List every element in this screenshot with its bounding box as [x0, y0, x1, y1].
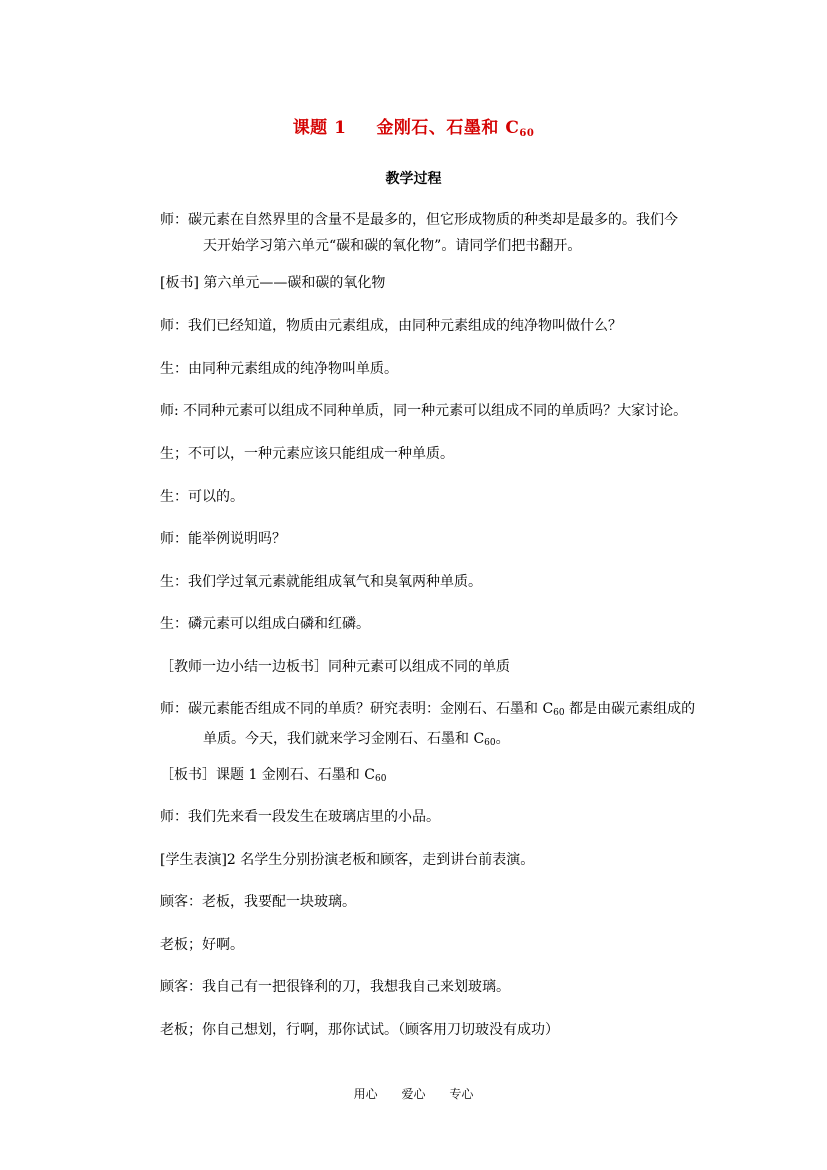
section-heading: 教学过程 [385, 171, 442, 187]
subscript: 60 [374, 774, 387, 784]
paragraph-text: 师：碳元素能否组成不同的单质？研究表明：金刚石、石墨和 C [160, 701, 554, 717]
lesson-title [0, 113, 827, 139]
paragraph-line: 天开始学习第六单元“碳和碳的氧化物”。请同学们把书翻开。 [203, 238, 582, 254]
lesson-title-main: 金刚石、石墨和 C [376, 118, 520, 138]
footer-text: 用心 [353, 1087, 378, 1101]
paragraph-dialogue: 师：我们先来看一段发生在玻璃店里的小品。 [160, 809, 440, 825]
paragraph-board-note [160, 762, 710, 792]
paragraph-dialogue: 顾客：我自己有一把很锋利的刀，我想我自己来划玻璃。 [160, 979, 510, 995]
subscript: 60 [553, 708, 565, 718]
footer-text: 专心 [449, 1087, 474, 1101]
paragraph-text: 单质。今天，我们就来学习金刚石、石墨和 C [203, 731, 485, 747]
paragraph-line [160, 726, 710, 756]
paragraph-dialogue: 生：磷元素可以组成白磷和红磷。 [160, 616, 370, 632]
paragraph-stage-direction: [学生表演]2 名学生分别扮演老板和顾客，走到讲台前表演。 [160, 852, 535, 868]
paragraph-line: 师：碳元素在自然界里的含量不是最多的，但它形成物质的种类却是最多的。我们今 [160, 212, 678, 228]
page-footer [0, 1085, 827, 1102]
paragraph-teacher-intro [160, 207, 710, 259]
subscript: 60 [484, 738, 496, 748]
paragraph-dialogue: 顾客：老板，我要配一块玻璃。 [160, 894, 356, 910]
paragraph-dialogue: 师: 不同种元素可以组成不同种单质，同一种元素可以组成不同的单质吗？大家讨论。 [160, 403, 688, 419]
paragraph-dialogue: 生：由同种元素组成的纯净物叫单质。 [160, 361, 398, 377]
lesson-title-subscript: 60 [519, 128, 535, 139]
paragraph-dialogue: 老板；好啊。 [160, 937, 244, 953]
paragraph-dialogue: 师：我们已经知道，物质由元素组成，由同种元素组成的纯净物叫做什么？ [160, 318, 622, 334]
paragraph-board-note: ［教师一边小结一边板书］同种元素可以组成不同的单质 [160, 659, 510, 675]
paragraph-text: 。 [495, 731, 510, 747]
paragraph-dialogue: 生：可以的。 [160, 489, 244, 505]
paragraph-text: 都是由碳元素组成的 [564, 701, 696, 717]
footer-text: 爱心 [401, 1087, 426, 1101]
paragraph-text: ［板书］课题 1 金刚石、石墨和 C [160, 767, 375, 783]
paragraph-dialogue: 生；不可以，一种元素应该只能组成一种单质。 [160, 446, 454, 462]
paragraph-dialogue: 老板；你自己想划，行啊，那你试试。（顾客用刀切玻没有成功） [160, 1022, 559, 1038]
paragraph-teacher-explain [160, 696, 710, 756]
lesson-title-prefix: 课题 1 [292, 118, 347, 138]
paragraph-dialogue: 师：能举例说明吗？ [160, 531, 286, 547]
paragraph-dialogue: 生：我们学过氧元素就能组成氧气和臭氧两种单质。 [160, 574, 482, 590]
paragraph-board-note: [板书] 第六单元——碳和碳的氧化物 [160, 275, 386, 291]
